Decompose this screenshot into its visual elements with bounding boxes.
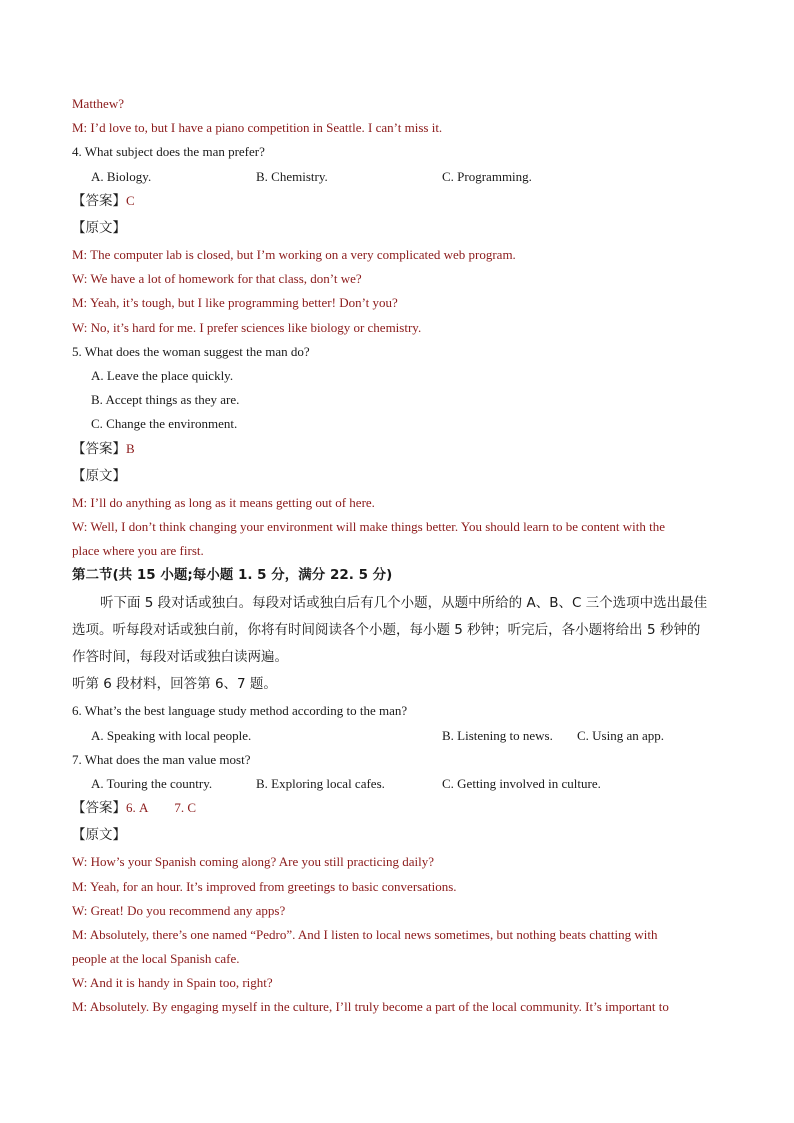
transcript-label: 【原文】 — [72, 468, 126, 484]
instruction-line: 作答时间，每段对话或独白读两遍。 — [72, 649, 288, 665]
transcript-line: W: How’s your Spanish coming along? Are you still practicing daily? — [72, 854, 435, 869]
answer-label: 【答案】 — [72, 441, 126, 457]
instruction-line: 选项。听每段对话或独白前，你将有时间阅读各个小题，每小题 5 秒钟；听完后，各小题将给出 5 秒钟的 — [72, 622, 701, 638]
transcript-line: people at the local Spanish cafe. — [72, 951, 240, 966]
transcript-line: W: And it is handy in Spain too, right? — [72, 975, 273, 990]
option-7b: B. Exploring local cafes. — [256, 776, 385, 791]
question-4: 4. What subject does the man prefer? — [72, 144, 265, 159]
option-7c: C. Getting involved in culture. — [442, 776, 601, 791]
transcript-line: M: The computer lab is closed, but I’m working on a very complicated web program. — [72, 247, 516, 262]
option-5b: B. Accept things as they are. — [91, 392, 240, 407]
answer-value: 6. A — [126, 800, 149, 815]
material-heading: 听第 6 段材料，回答第 6、7 题。 — [72, 676, 277, 692]
answer-4 — [72, 192, 135, 210]
option-4a: A. Biology. — [91, 169, 152, 184]
transcript-line: M: Yeah, for an hour. It’s improved from greetings to basic conversations. — [72, 879, 457, 894]
option-6c: C. Using an app. — [577, 728, 665, 743]
transcript-label: 【原文】 — [72, 827, 126, 843]
option-4c: C. Programming. — [442, 169, 532, 184]
answer-label: 【答案】 — [72, 193, 126, 209]
transcript-line: W: Well, I don’t think changing your environment will make things better. You should learn to be content with the — [72, 519, 666, 534]
transcript-line: M: Absolutely, there’s one named “Pedro”. And I listen to local news sometimes, but nothing beats chatting with — [72, 927, 658, 942]
transcript-line: W: Great! Do you recommend any apps? — [72, 903, 286, 918]
answer-value: C — [126, 193, 135, 208]
option-4b: B. Chemistry. — [256, 169, 328, 184]
question-6: 6. What’s the best language study method according to the man? — [72, 703, 408, 718]
question-7: 7. What does the man value most? — [72, 752, 251, 767]
instruction-line: 听下面 5 段对话或独白。每段对话或独白后有几个小题，从题中所给的 A、B、C 三个选项中选出最佳 — [100, 595, 708, 611]
transcript-line: Matthew? — [72, 96, 124, 111]
answer-value: 7. C — [174, 800, 197, 815]
transcript-line: W: We have a lot of homework for that class, don’t we? — [72, 271, 362, 286]
question-5: 5. What does the woman suggest the man do? — [72, 344, 310, 359]
transcript-line: M: I’d love to, but I have a piano competition in Seattle. I can’t miss it. — [72, 120, 443, 135]
option-6a: A. Speaking with local people. — [91, 728, 252, 743]
section-heading: 第二节(共 15 小题;每小题 1. 5 分，满分 22. 5 分) — [72, 567, 393, 583]
answer-6-7 — [72, 799, 196, 817]
answer-label: 【答案】 — [72, 800, 126, 816]
option-5a: A. Leave the place quickly. — [91, 368, 234, 383]
transcript-line: place where you are first. — [72, 543, 204, 558]
option-6b: B. Listening to news. — [442, 728, 553, 743]
option-7a: A. Touring the country. — [91, 776, 213, 791]
transcript-line: W: No, it’s hard for me. I prefer sciences like biology or chemistry. — [72, 320, 422, 335]
transcript-label: 【原文】 — [72, 220, 126, 236]
transcript-line: M: Absolutely. By engaging myself in the culture, I’ll truly become a part of the local community. It’s important to — [72, 999, 669, 1014]
option-5c: C. Change the environment. — [91, 416, 238, 431]
transcript-line: M: Yeah, it’s tough, but I like programming better! Don’t you? — [72, 295, 398, 310]
answer-5 — [72, 440, 135, 458]
transcript-line: M: I’ll do anything as long as it means getting out of here. — [72, 495, 375, 510]
answer-value: B — [126, 441, 135, 456]
